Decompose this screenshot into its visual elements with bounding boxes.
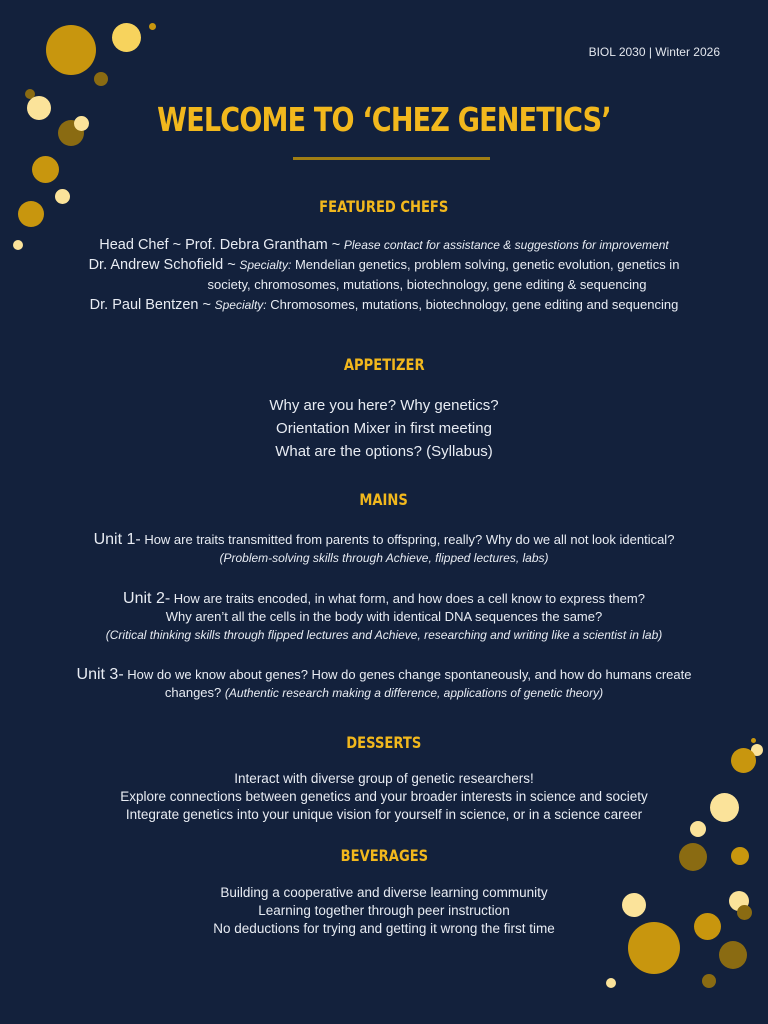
desserts-heading: DESSERTS (346, 733, 422, 752)
chef-list (0, 237, 768, 317)
list-item: Building a cooperative and diverse learning community (220, 885, 548, 900)
course-label: BIOL 2030 | Winter 2026 (588, 45, 720, 59)
gold-dot-icon (719, 941, 747, 969)
list-item: Interact with diverse group of genetic researchers! (234, 771, 534, 786)
chef-schofield-continued: society, chromosomes, mutations, biotechnology, gene editing & sequencing (207, 277, 647, 292)
gold-dot-icon (94, 72, 108, 86)
featured-chefs-heading: FEATURED CHEFS (319, 197, 449, 216)
chef-bentzen-line: Dr. Paul Bentzen ~ Specialty: Chromosomes, mutations, biotechnology, gene editing and sequencing (89, 297, 679, 313)
beverages-list (0, 884, 768, 938)
list-item: Integrate genetics into your unique vision for yourself in science, or in a science career (125, 807, 643, 822)
gold-dot-icon (32, 156, 59, 183)
list-item: Explore connections between genetics and your broader interests in science and society (120, 789, 648, 804)
appetizer-heading: APPETIZER (343, 355, 425, 374)
chef-schofield-line: Dr. Andrew Schofield ~ Specialty: Mendelian genetics, problem solving, genetic evolution, genetics in (88, 257, 680, 273)
gold-dot-icon (27, 96, 51, 120)
list-item: Orientation Mixer in first meeting (276, 420, 492, 437)
desserts-list (0, 770, 768, 824)
title-divider (293, 157, 490, 160)
head-chef-line: Head Chef ~ Prof. Debra Grantham ~ Please contact for assistance & suggestions for improvement (99, 237, 669, 253)
gold-dot-icon (606, 978, 616, 988)
gold-dot-icon (112, 23, 141, 52)
page-title: WELCOME TO ‘CHEZ GENETICS’ (157, 100, 611, 139)
gold-dot-icon (149, 23, 156, 30)
gold-dot-icon (702, 974, 716, 988)
list-item: Why are you here? Why genetics? (269, 397, 499, 414)
unit-2: Unit 2- How are traits encoded, in what form, and how does a cell know to express them? Why aren’t all the cells in the body with identical DNA sequences the same? (Critical thinking skills through flipped lectures and Achieve, researching and writing like a scientist in lab) (105, 590, 663, 642)
list-item: What are the options? (Syllabus) (275, 443, 493, 460)
unit-1: Unit 1- How are traits transmitted from parents to offspring, really? Why do we all not look identical? (Problem-solving skills through Achieve, flipped lectures, labs) (93, 531, 675, 565)
beverages-heading: BEVERAGES (340, 846, 428, 865)
appetizer-list (0, 394, 768, 463)
gold-dot-icon (46, 25, 96, 75)
unit-3: Unit 3- How do we know about genes? How do genes change spontaneously, and how do humans create changes? (Authentic research making a difference, applications of genetic theory) (76, 666, 692, 700)
list-item: Learning together through peer instruction (258, 903, 510, 918)
list-item: No deductions for trying and getting it wrong the first time (213, 921, 555, 936)
mains-heading: MAINS (359, 490, 409, 509)
